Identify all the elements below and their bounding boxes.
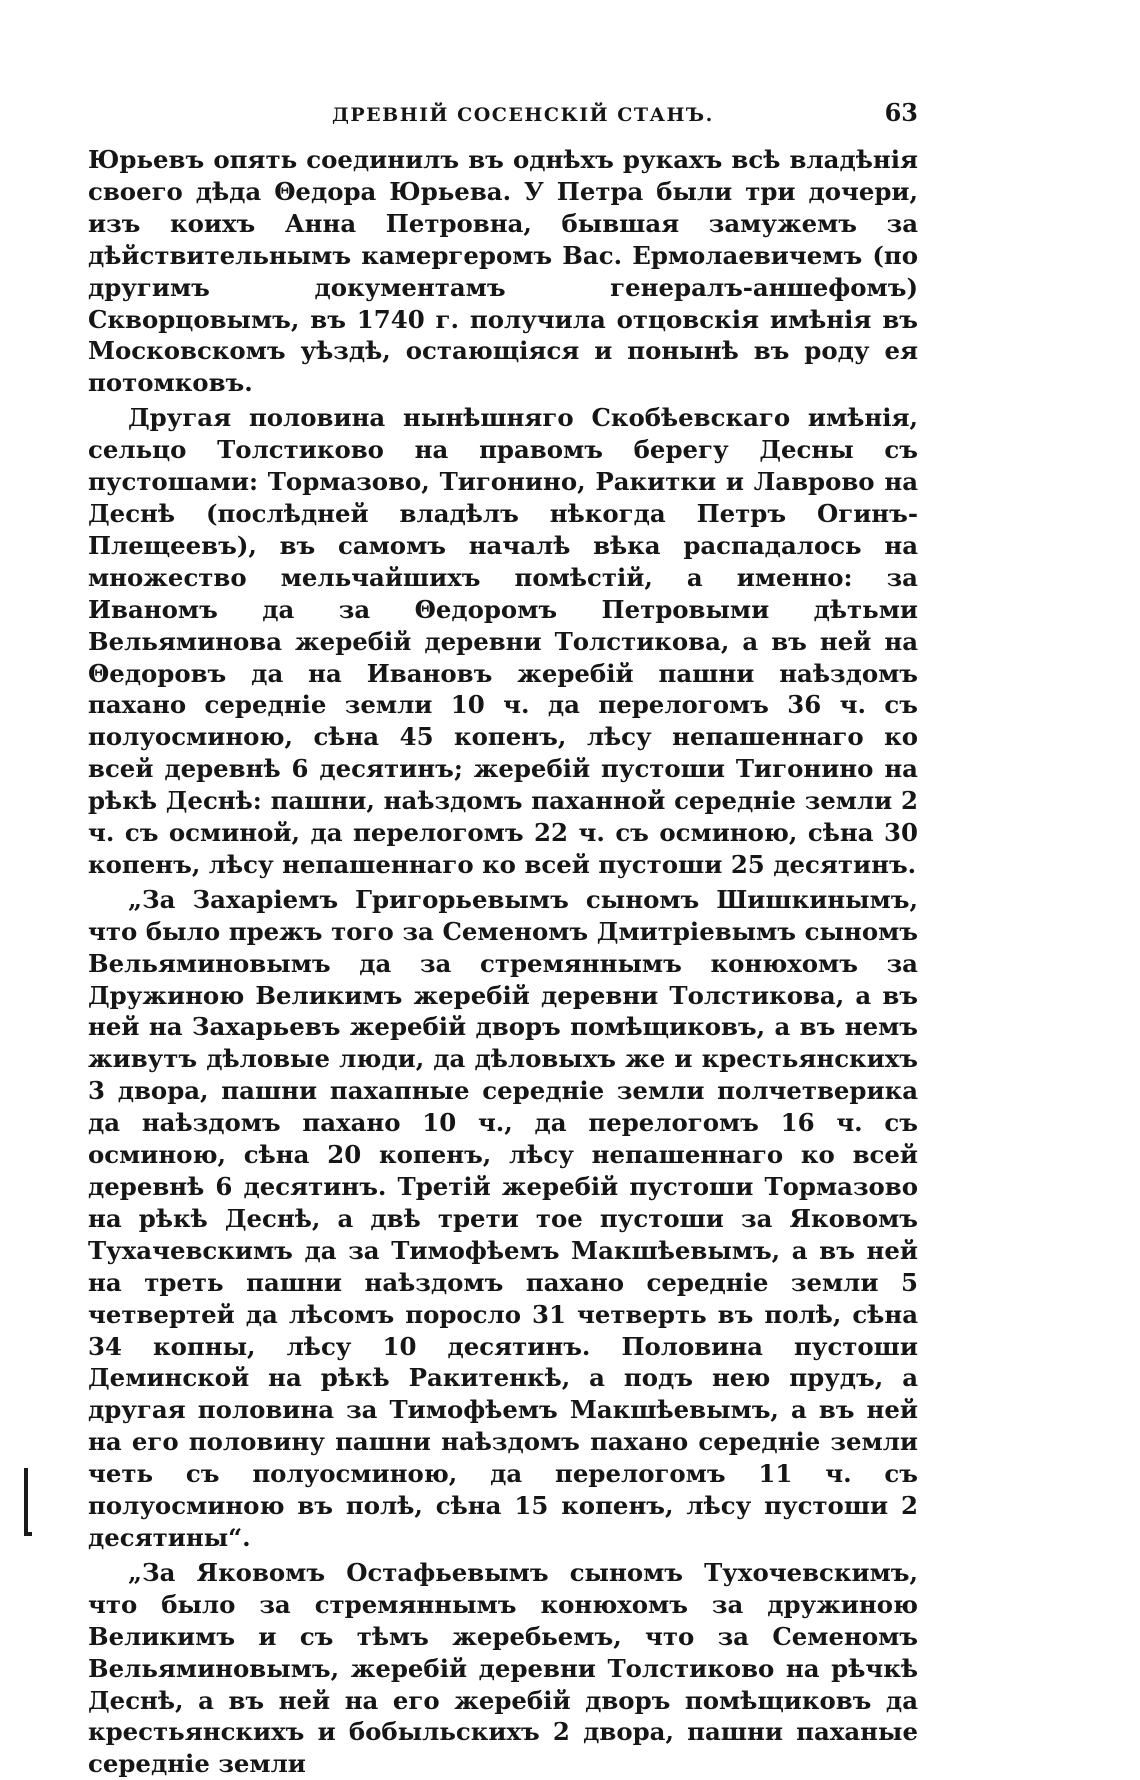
page-number: 63 [884, 98, 918, 127]
running-head [88, 96, 918, 136]
margin-scan-mark [24, 1468, 28, 1536]
body-text [88, 144, 918, 1780]
paragraph-tolstikovo: Другая половина нынѣшняго Скобѣевскаго имѣнія, сельцо Толстиково на правомъ берегу Десны съ пустошами: Тормазово, Тигонино, Ракитки и Лаврово на Деснѣ (послѣдней владѣлъ нѣкогда Петръ Огинъ-Плещеевъ), въ самомъ началѣ вѣка распадалось на множество мельчайшихъ помѣстій, а именно: за Иваномъ да за Θедоромъ Петровыми дѣтьми Вельяминова жеребій деревни Толстикова, а въ ней на Θедоровъ да на Ивановъ жеребій пашни наѣздомъ пахано середніе земли 10 ч. да перелогомъ 36 ч. съ полуосминою, сѣна 45 копенъ, лѣсу непашеннаго ко всей деревнѣ 6 десятинъ; жеребій пустоши Тигонино на рѣкѣ Деснѣ: пашни, наѣздомъ паханной середніе земли 2 ч. съ осминой, да перелогомъ 22 ч. съ осминою, сѣна 30 копенъ, лѣсу непашеннаго ко всей пустоши 25 десятинъ. [88, 403, 918, 879]
paragraph-shishkin-quote: „За Захаріемъ Григорьевымъ сыномъ Шишкинымъ, что было прежъ того за Семеномъ Дмитріевымъ сыномъ Вельяминовымъ да за стремяннымъ конюхомъ за Дружиною Великимъ жеребій деревни Толстикова, а въ ней на Захарьевъ жеребій дворъ помѣщиковъ, а въ немъ живутъ дѣловые люди, да дѣловыхъ же и крестьянскихъ 3 двора, пашни пахапные середніе земли полчетверика да наѣздомъ пахано 10 ч., да перелогомъ 16 ч. съ осминою, сѣна 20 копенъ, лѣсу непашеннаго ко всей деревнѣ 6 десятинъ. Третій жеребій пустоши Тормазово на рѣкѣ Деснѣ, а двѣ трети тое пустоши за Яковомъ Тухачевскимъ да за Тимофѣемъ Макшѣевымъ, а въ ней на треть пашни наѣздомъ пахано середніе земли 5 четвертей да лѣсомъ поросло 31 четверть въ полѣ, сѣна 34 копны, лѣсу 10 десятинъ. Половина пустоши Деминской на рѣкѣ Ракитенкѣ, а подъ нею прудъ, а другая половина за Тимофѣемъ Макшѣевымъ, а въ ней на его половину пашни наѣздомъ пахано середніе земли четь съ полуосминою, да перелогомъ 11 ч. съ полуосминою въ полѣ, сѣна 15 копенъ, лѣсу пустоши 2 десятины“. [88, 884, 918, 1552]
paragraph-tukhachevsky-quote: „За Яковомъ Остафьевымъ сыномъ Тухочевскимъ, что было за стремяннымъ конюхомъ за дружиною Великимъ и съ тѣмъ жеребьемъ, что за Семеномъ Вельяминовымъ, жеребій деревни Толстиково на рѣчкѣ Деснѣ, а въ ней на его жеребій дворъ помѣщиковъ да крестьянскихъ и бобыльскихъ 2 двора, пашни паханые середніе земли [88, 1557, 918, 1779]
running-title: ДРЕВНІЙ СОСЕНСКІЙ СТАНЪ. [332, 104, 714, 126]
paragraph-continuation: Юрьевъ опять соединилъ въ однѣхъ рукахъ всѣ владѣнія своего дѣда Θедора Юрьева. У Петра были три дочери, изъ коихъ Анна Петровна, бывшая замужемъ за дѣйствительнымъ камергеромъ Вас. Ермолаевичемъ (по другимъ документамъ генералъ-аншефомъ) Скворцовымъ, въ 1740 г. получила отцовскія имѣнія въ Московскомъ уѣздѣ, остающіяся и понынѣ въ роду ея потомковъ. [88, 145, 918, 398]
